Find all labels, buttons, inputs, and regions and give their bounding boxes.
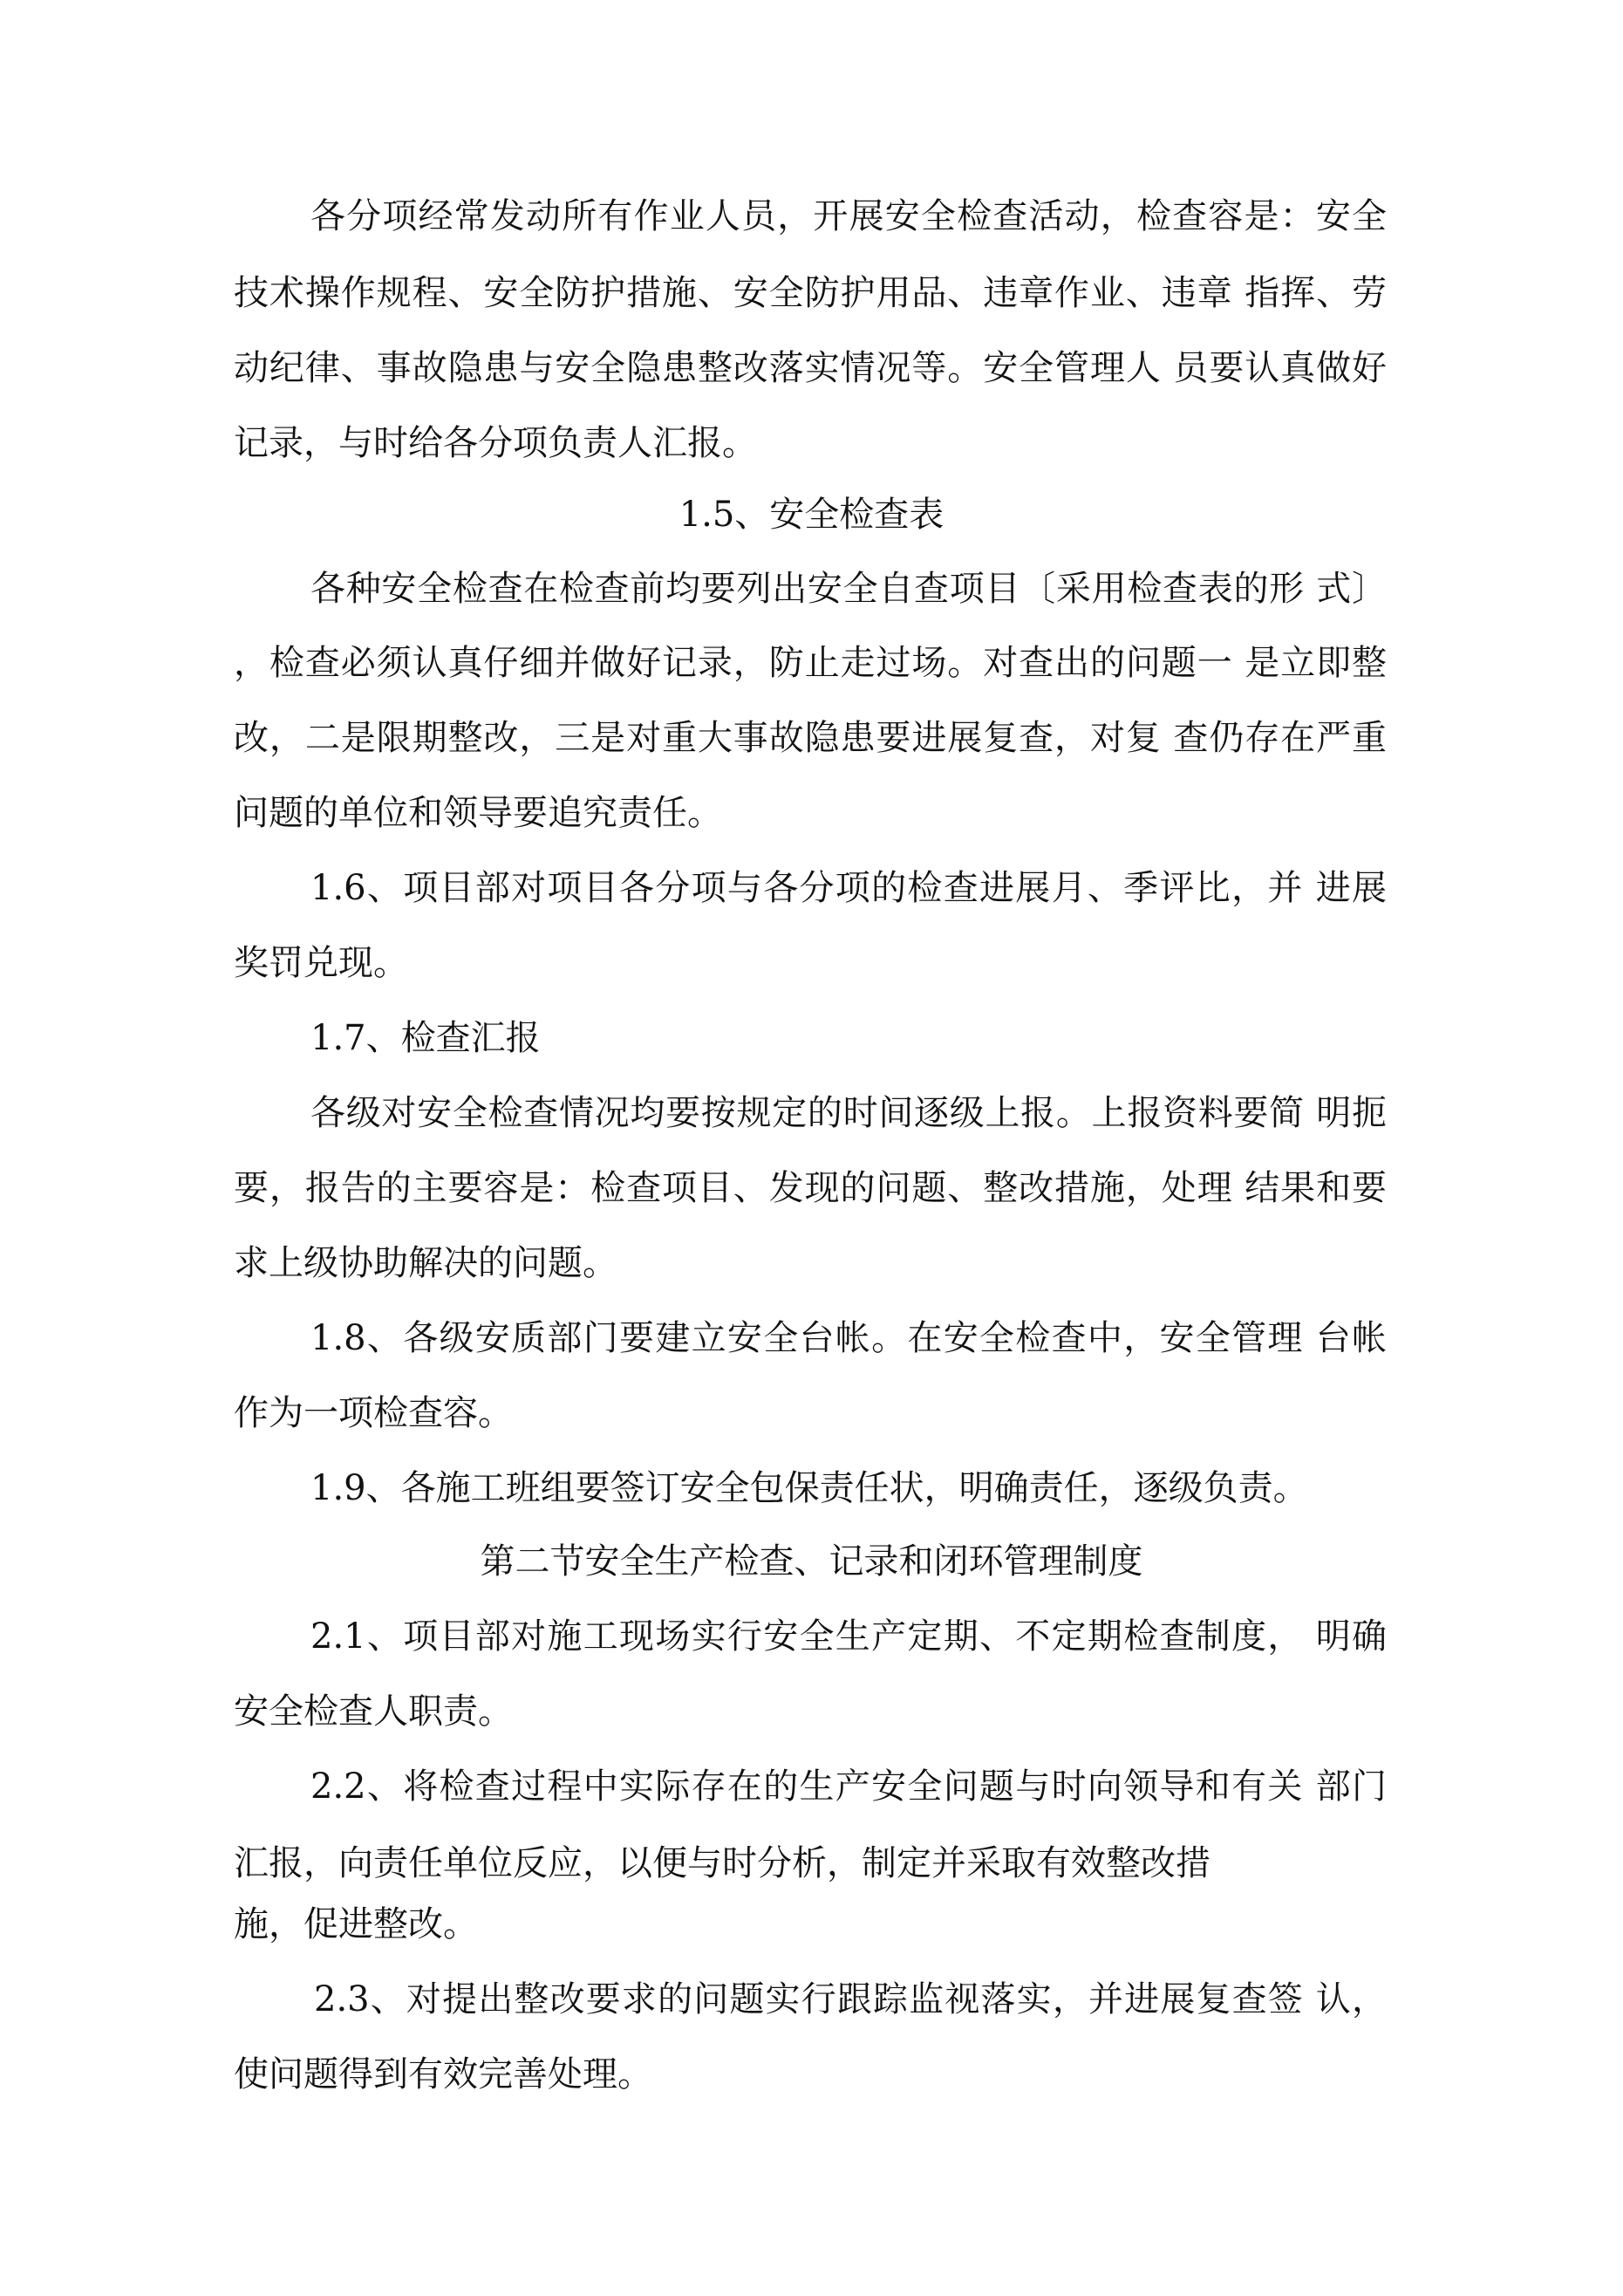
item-1-9: 1.9、各施工班组要签订安全包保责任状，明确责任，逐级负责。: [310, 1468, 1308, 1508]
item-2-2-line-3: 施，促进整改。: [234, 1904, 478, 1944]
paragraph-1-5-line-1: 各种安全检查在检查前均要列出安全自查项目〔采用检查表的形 式〕: [310, 569, 1387, 609]
paragraph-1-line-4: 记录，与时给各分项负责人汇报。: [234, 423, 757, 463]
paragraph-1-line-1: 各分项经常发动所有作业人员，开展安全检查活动，检查容是：安全: [310, 196, 1387, 236]
paragraph-1-7-line-2: 要，报告的主要容是：检查项目、发现的问题、整改措施，处理 结果和要: [234, 1168, 1387, 1208]
paragraph-1-5-line-3: 改，二是限期整改，三是对重大事故隐患要进展复查，对复 查仍存在严重: [234, 718, 1387, 758]
paragraph-1-7-line-1: 各级对安全检查情况均要按规定的时间逐级上报。上报资料要简 明扼: [310, 1093, 1387, 1133]
item-1-6-line-1: 1.6、项目部对项目各分项与各分项的检查进展月、季评比，并 进展: [310, 868, 1387, 908]
item-1-6-line-2: 奖罚兑现。: [234, 943, 408, 983]
item-1-8-line-1: 1.8、各级安质部门要建立安全台帐。在安全检查中，安全管理 台帐: [310, 1318, 1387, 1358]
heading-1-5: 1.5、安全检查表: [679, 495, 944, 535]
paragraph-1-line-3: 动纪律、事故隐患与安全隐患整改落实情况等。安全管理人 员要认真做好: [234, 348, 1387, 388]
item-2-2-line-2: 汇报，向责任单位反应，以便与时分析，制定并采取有效整改措: [234, 1843, 1210, 1883]
item-2-1-line-1: 2.1、项目部对施工现场实行安全生产定期、不定期检查制度， 明确: [310, 1616, 1387, 1657]
item-2-3-line-2: 使问题得到有效完善处理。: [234, 2054, 652, 2094]
item-1-8-line-2: 作为一项检查容。: [234, 1393, 513, 1433]
item-2-1-line-2: 安全检查人职责。: [234, 1691, 513, 1732]
section-title: 第二节安全生产检查、记录和闭环管理制度: [480, 1541, 1143, 1582]
item-2-3-line-1: 2.3、对提出整改要求的问题实行跟踪监视落实，并进展复查签 认，: [314, 1979, 1387, 2019]
item-2-2-line-1: 2.2、将检查过程中实际存在的生产安全问题与时向领导和有关 部门: [310, 1766, 1387, 1807]
paragraph-1-7-line-3: 求上级协助解决的问题。: [234, 1243, 617, 1283]
paragraph-1-5-line-4: 问题的单位和领导要追究责任。: [234, 793, 722, 833]
paragraph-1-line-2: 技术操作规程、安全防护措施、安全防护用品、违章作业、违章 指挥、劳: [234, 273, 1387, 313]
paragraph-1-5-line-2: ，检查必须认真仔细并做好记录，防止走过场。对查出的问题一 是立即整: [234, 643, 1387, 683]
heading-1-7: 1.7、检查汇报: [310, 1018, 541, 1058]
